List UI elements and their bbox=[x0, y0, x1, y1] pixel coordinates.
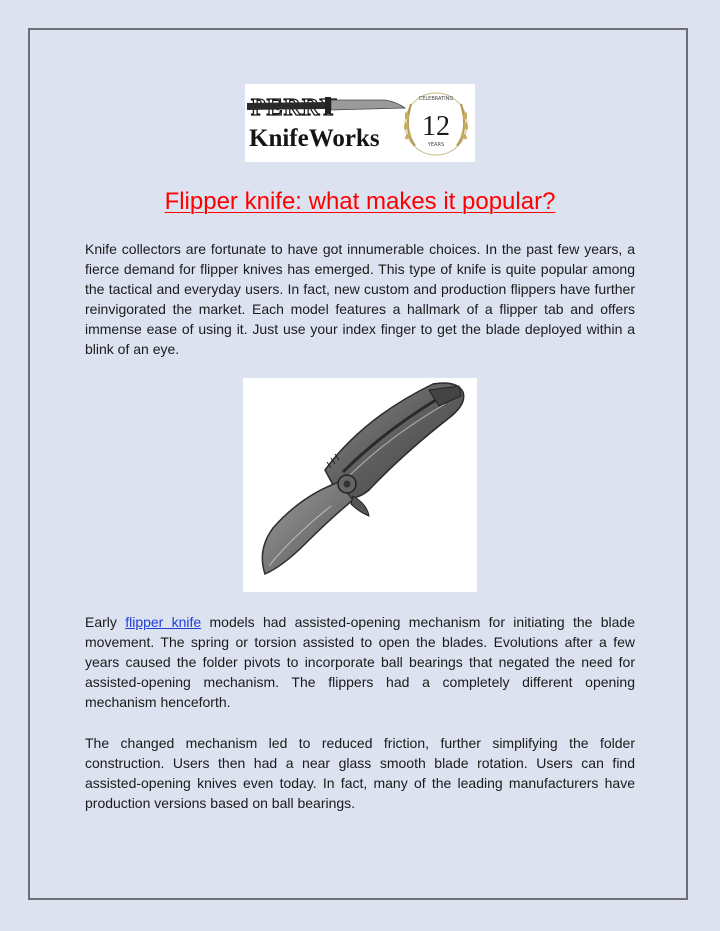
logo-knife-blade bbox=[331, 100, 405, 110]
logo-graphic bbox=[245, 84, 475, 162]
p2-body-text: models had assisted-opening mechanism for initiating the blade movement. The spring or torsion assisted to open the blades. Evolutions after a few years caused the folder pivots to incorporate ball bearings that negated the need for assisted-opening mechanism. The flippers had a completely different opening mechanism henceforth. bbox=[85, 614, 635, 710]
logo-knifeworks-text: KnifeWorks bbox=[249, 125, 380, 152]
logo-knife-guard bbox=[325, 97, 331, 114]
logo-knife-handle bbox=[247, 102, 325, 110]
flipper-knife-link[interactable]: flipper knife bbox=[125, 614, 202, 630]
p2-lead-text: Early bbox=[85, 614, 126, 630]
badge-number-text: 12 bbox=[422, 111, 450, 142]
intro-paragraph: Knife collectors are fortunate to have got innumerable choices. In the past few years, a fierce demand for flipper knives has emerged. This type of knife is quite popular among the tactical and everyday users. In fact, new custom and production flippers have further reinvigorated the market. Each model features a hallmark of a flipper tab and offers immense ease of using it. Just use your index finger to get the blade deployed within a blink of an eye. bbox=[85, 241, 635, 357]
page-title: Flipper knife: what makes it popular? bbox=[164, 188, 556, 215]
history-paragraph bbox=[85, 612, 635, 712]
flipper-knife-illustration bbox=[243, 378, 477, 592]
badge-years-text: YEARS bbox=[427, 142, 445, 148]
mechanism-paragraph: The changed mechanism led to reduced friction, further simplifying the folder construction. Users then had a near glass smooth blade rotation. Users can find assisted-opening knives even today. In fact, many of the leading manufacturers have production versions based on ball bearings. bbox=[85, 735, 635, 811]
badge-celebrating-text: CELEBRATING bbox=[418, 96, 454, 102]
knife-photo bbox=[243, 378, 477, 592]
perry-knifeworks-logo bbox=[245, 84, 475, 162]
flipper-tab bbox=[351, 496, 369, 516]
knife-blade bbox=[262, 482, 353, 574]
anniversary-badge bbox=[403, 93, 469, 155]
